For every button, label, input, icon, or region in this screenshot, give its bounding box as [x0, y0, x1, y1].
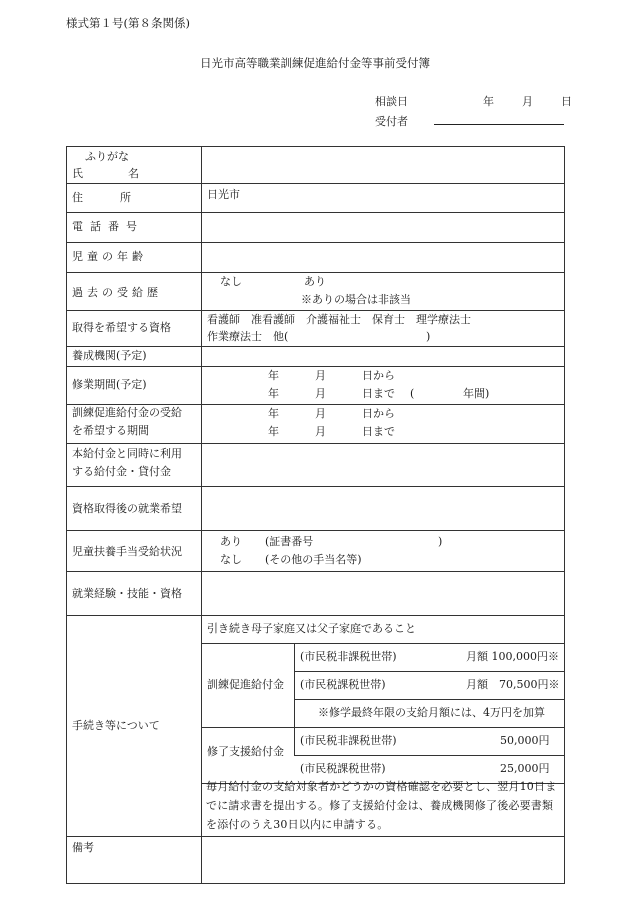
- row-divider: [66, 615, 565, 616]
- proc-divider: [294, 755, 565, 756]
- study-years-open: (: [410, 387, 415, 400]
- consult-date-label: 相談日: [375, 95, 408, 108]
- procedures-label: 手続き等について: [72, 719, 160, 732]
- past-none-option[interactable]: なし: [220, 275, 242, 288]
- child-age-label: 児童の年齢: [72, 250, 147, 263]
- consult-date-ymd: [483, 93, 572, 109]
- amount-25000: 25,000円: [500, 762, 550, 775]
- proc-divider: [201, 643, 565, 644]
- month-unit: 月: [522, 95, 533, 108]
- benefit-to-year: 年: [268, 425, 279, 438]
- study-from-month: 月: [315, 369, 326, 382]
- single-parent-condition: 引き続き母子家庭又は父子家庭であること: [207, 622, 416, 635]
- institution-field[interactable]: [203, 348, 563, 365]
- study-period-label: 修業期間(予定): [72, 378, 147, 391]
- employment-hope-label: 資格取得後の就業希望: [72, 502, 182, 515]
- row-divider: [66, 836, 565, 837]
- row-divider: [66, 242, 565, 243]
- row-divider: [66, 310, 565, 311]
- tax-paying-2: (市民税課税世帯): [300, 762, 386, 775]
- amount-70500: 月額 70,500円※: [466, 678, 560, 691]
- day-unit: 日: [561, 95, 572, 108]
- row-divider: [66, 183, 565, 184]
- phone-field[interactable]: [203, 214, 563, 241]
- furigana-label: ふりがな: [85, 150, 129, 163]
- study-years-close: 年間): [463, 387, 490, 400]
- other-allowance: (その他の手当名等): [265, 553, 362, 566]
- benefit-to-day: 日まで: [362, 425, 395, 438]
- amount-100000: 月額 100,000円※: [466, 650, 559, 663]
- proc-divider: [294, 699, 565, 700]
- benefit-to-month: 月: [315, 425, 326, 438]
- address-label-2: 所: [120, 191, 131, 204]
- tax-paying-1: (市民税課税世帯): [300, 678, 386, 691]
- row-divider: [66, 272, 565, 273]
- child-allowance-label: 児童扶養手当受給状況: [72, 545, 182, 558]
- qualification-label: 取得を希望する資格: [72, 321, 171, 334]
- proc-divider: [201, 727, 565, 728]
- experience-field[interactable]: [203, 573, 563, 614]
- row-divider: [66, 346, 565, 347]
- study-to-day: 日まで: [362, 387, 395, 400]
- benefit-period-label-2: を希望する期間: [72, 424, 149, 437]
- row-divider: [66, 571, 565, 572]
- row-divider: [66, 404, 565, 405]
- remarks-field[interactable]: [100, 838, 563, 882]
- concurrent-label-1: 本給付金と同時に利用: [72, 447, 182, 460]
- concurrent-label-2: する給付金・貸付金: [72, 465, 171, 478]
- name-label-shi: 氏: [72, 167, 83, 180]
- benefit-from-year: 年: [268, 407, 279, 420]
- name-field[interactable]: [203, 148, 563, 181]
- address-value[interactable]: 日光市: [207, 188, 240, 201]
- tax-exempt-2: (市民税非課税世帯): [300, 734, 397, 747]
- qualification-options-line2[interactable]: 作業療法士 他(: [207, 330, 289, 343]
- qualification-options-line1[interactable]: 看護師 准看護師 介護福祉士 保育士 理学療法士: [207, 313, 471, 326]
- past-yes-option[interactable]: あり: [304, 275, 326, 288]
- receiver-signature-line[interactable]: [434, 124, 564, 125]
- remarks-label: 備考: [72, 841, 94, 854]
- study-from-day: 日から: [362, 369, 395, 382]
- receiver-label: 受付者: [375, 115, 408, 128]
- form-number: 様式第１号(第８条関係): [66, 16, 190, 30]
- tax-exempt-1: (市民税非課税世帯): [300, 650, 397, 663]
- row-divider: [66, 366, 565, 367]
- benefit-period-label-1: 訓練促進給付金の受給: [72, 406, 182, 419]
- allowance-yes-option[interactable]: あり: [220, 535, 242, 548]
- certificate-close-paren: ): [438, 535, 443, 548]
- year-unit: 年: [483, 95, 494, 108]
- benefit-from-month: 月: [315, 407, 326, 420]
- employment-hope-field[interactable]: [203, 488, 563, 529]
- experience-label: 就業経験・技能・資格: [72, 587, 182, 600]
- institution-label: 養成機関(予定): [72, 349, 147, 362]
- concurrent-field[interactable]: [203, 445, 563, 485]
- proc-divider: [294, 671, 565, 672]
- final-year-note: ※修学最終年限の支給月額には、4万円を加算: [318, 706, 545, 719]
- row-divider: [66, 212, 565, 213]
- phone-label: 電話番号: [72, 220, 144, 233]
- past-history-label: 過去の受給歴: [72, 286, 162, 299]
- address-label-1: 住: [72, 191, 83, 204]
- label-column-divider: [201, 146, 202, 884]
- allowance-no-option[interactable]: なし: [220, 553, 242, 566]
- procedure-note: 毎月給付金の支給対象者かどうかの資格確認を必要とし、翌月10日までに請求書を提出する。修了支援給付金は、養成機関修了後必要書類を添付のうえ30日以内に申請する。: [206, 780, 557, 831]
- child-age-field[interactable]: [203, 244, 563, 271]
- study-to-month: 月: [315, 387, 326, 400]
- study-from-year: 年: [268, 369, 279, 382]
- training-benefit-label: 訓練促進給付金: [207, 678, 284, 691]
- amount-50000: 50,000円: [500, 734, 550, 747]
- document-title: 日光市高等職業訓練促進給付金等事前受付簿: [200, 56, 430, 70]
- past-history-note: ※ありの場合は非該当: [301, 293, 411, 306]
- name-label-mei: 名: [128, 167, 139, 180]
- row-divider: [66, 443, 565, 444]
- benefit-from-day: 日から: [362, 407, 395, 420]
- consultation-date: [375, 93, 572, 109]
- certificate-number: (証書番号: [265, 535, 314, 548]
- row-divider: [66, 530, 565, 531]
- qualification-close-paren: ): [426, 330, 431, 343]
- completion-benefit-label: 修了支援給付金: [207, 745, 284, 758]
- study-to-year: 年: [268, 387, 279, 400]
- row-divider: [66, 486, 565, 487]
